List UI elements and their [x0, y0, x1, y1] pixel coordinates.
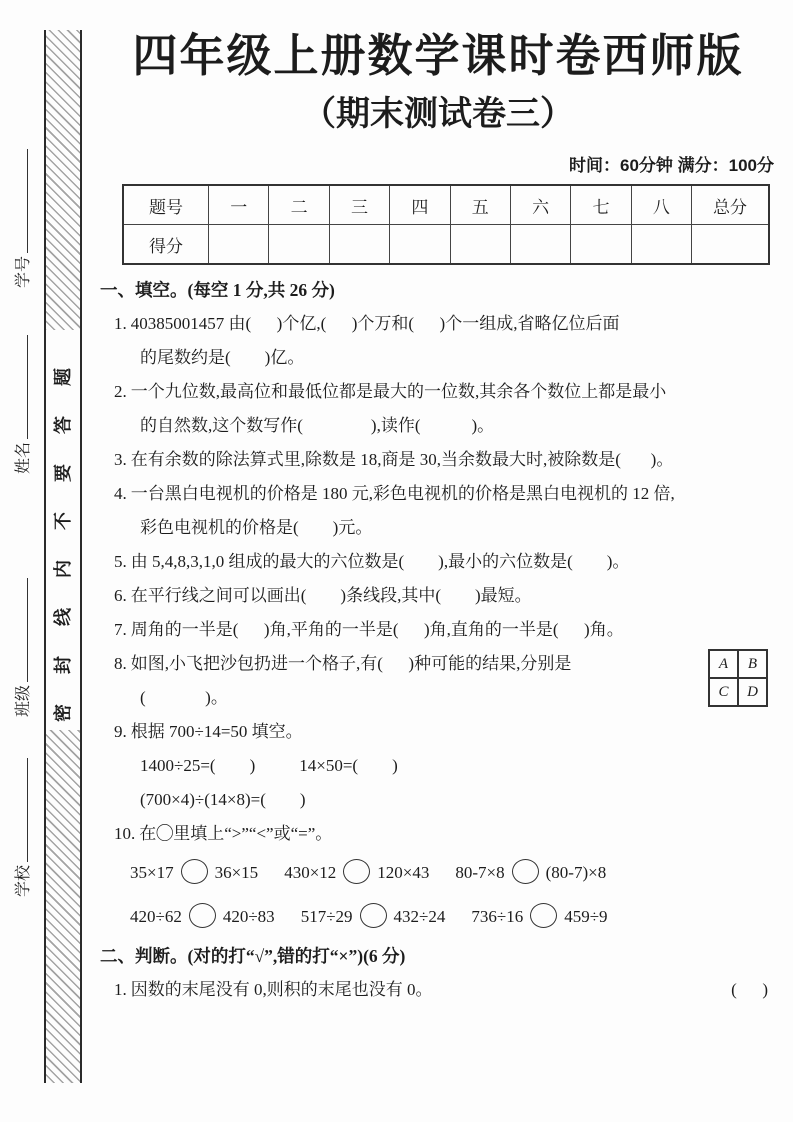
question-line [114, 341, 776, 375]
question-7 [114, 613, 776, 647]
exam-meta: 时间：60分钟 满分：100分 [569, 156, 774, 176]
margin-label-text: 学号 [15, 255, 32, 288]
question-text: 如图,小飞把沙包扔进一个格子,有( )种可能的结果,分别是 [130, 654, 572, 674]
question-text: 一台黑白电视机的价格是 180 元,彩色电视机的价格是黑白电视机的 12 倍, [130, 484, 675, 504]
question-text: 一个九位数,最高位和最低位都是最大的一位数,其余各个数位上都是最小 [130, 382, 667, 402]
margin-label-underline [13, 758, 28, 862]
question-number: 6. [114, 586, 127, 606]
answer-blank: ( ) [731, 980, 768, 1000]
question-text: 40385001457 由( )个亿,( )个万和( )个一组成,省略亿位后面 [130, 314, 620, 334]
page-title: 四年级上册数学课时卷西师版 [132, 30, 744, 81]
equation: 1400÷25=( ) [140, 756, 256, 776]
main-column [100, 0, 776, 1007]
question-number: 1. [114, 980, 127, 1000]
comparison-pair [455, 863, 606, 882]
question-text: ( )。 [140, 688, 228, 708]
equation: (700×4)÷(14×8)=( ) [140, 790, 306, 810]
comparison-row [114, 851, 776, 895]
question-9 [114, 715, 776, 817]
comparison-row [114, 895, 776, 939]
question-line [114, 681, 776, 715]
question-number: 4. [114, 484, 127, 504]
comparison-left: 517÷29 [300, 907, 353, 927]
margin-label-text: 班级 [15, 684, 32, 717]
question-text: 因数的末尾没有 0,则积的末尾也没有 0。 [130, 980, 433, 1000]
score-cell-empty [390, 225, 450, 265]
score-cell-empty [571, 225, 631, 265]
question-text: 在◯里填上“>”“<”或“=”。 [139, 824, 333, 844]
page-subtitle: （期末测试卷三） [302, 95, 574, 134]
comparison-pair [130, 863, 258, 882]
question-5 [114, 545, 776, 579]
question-number: 7. [114, 620, 127, 640]
score-col-header: 四 [390, 185, 450, 225]
score-cell-empty [510, 225, 570, 265]
answer-grid [708, 649, 768, 707]
score-cell-empty [692, 225, 770, 265]
score-cell-empty [329, 225, 389, 265]
section-heading: 二、判断。(对的打“√”,错的打“×”)(6 分) [100, 946, 406, 967]
question-text: 周角的一半是( )角,平角的一半是( )角,直角的一半是( )角。 [130, 620, 624, 640]
question-line [114, 307, 776, 341]
score-col-header: 五 [450, 185, 510, 225]
question-number: 9. [114, 722, 127, 742]
question-8 [114, 647, 776, 715]
comparison-circle-blank [343, 859, 370, 884]
comparison-left: 736÷16 [471, 907, 524, 927]
question-text: 的自然数,这个数写作( ),读作( )。 [140, 416, 495, 436]
comparison-left: 35×17 [130, 863, 174, 883]
score-table-value-row [123, 225, 769, 265]
comparison-right: (80-7)×8 [545, 863, 607, 883]
score-table [122, 184, 770, 265]
question-line [114, 647, 776, 681]
question-line [114, 375, 776, 409]
score-table-header-row [123, 185, 769, 225]
question-number: 1. [114, 314, 127, 334]
question-line [114, 409, 776, 443]
margin-label-3 [12, 747, 36, 897]
margin-label-underline [13, 578, 28, 682]
question-line [114, 511, 776, 545]
seal-line-text: 密封线内不要答题 [53, 338, 73, 722]
question-text: 根据 700÷14=50 填空。 [130, 722, 303, 742]
score-row-label: 得分 [123, 225, 209, 265]
question-6 [114, 579, 776, 613]
question-line [114, 477, 776, 511]
comparison-right: 432÷24 [393, 907, 446, 927]
margin-label-text: 学校 [15, 864, 32, 897]
question-number: 10. [114, 824, 136, 844]
question-text: 彩色电视机的价格是( )元。 [140, 518, 373, 538]
question-text: 由 5,4,8,3,1,0 组成的最大的六位数是( ),最小的六位数是( )。 [130, 552, 630, 572]
comparison-circle-blank [530, 903, 557, 928]
margin-label-underline [13, 335, 28, 439]
question-sections [100, 273, 776, 1007]
margin-label-0 [12, 138, 36, 288]
margin-label-2 [12, 567, 36, 717]
comparison-left: 430×12 [284, 863, 337, 883]
comparison-right: 459÷9 [564, 907, 608, 927]
comparison-circle-blank [512, 859, 539, 884]
question-line [114, 443, 776, 477]
question-line [114, 579, 776, 613]
question-1 [114, 307, 776, 375]
question-number: 5. [114, 552, 127, 572]
comparison-left: 80-7×8 [455, 863, 505, 883]
score-col-header: 总分 [692, 185, 770, 225]
margin-label-text: 姓名 [15, 441, 32, 474]
seal-band [44, 30, 82, 1083]
score-col-header: 八 [631, 185, 691, 225]
question-number: 3. [114, 450, 127, 470]
margin-label-underline [13, 149, 28, 253]
score-col-header: 三 [329, 185, 389, 225]
question-text: 在有余数的除法算式里,除数是 18,商是 30,当余数最大时,被除数是( )。 [130, 450, 674, 470]
question-10 [114, 817, 776, 939]
section-heading: 一、填空。(每空 1 分,共 26 分) [100, 280, 335, 301]
comparison-circle-blank [181, 859, 208, 884]
comparison-pair [471, 907, 607, 926]
comparison-pair [130, 907, 275, 926]
question-line [114, 973, 776, 1007]
comparison-right: 420÷83 [222, 907, 275, 927]
equation: 14×50=( ) [299, 756, 398, 776]
question-2 [114, 375, 776, 443]
score-cell-empty [631, 225, 691, 265]
comparison-left: 420÷62 [130, 907, 182, 927]
score-col-header: 六 [510, 185, 570, 225]
score-col-header: 二 [269, 185, 329, 225]
score-cell-empty [450, 225, 510, 265]
score-col-header: 七 [571, 185, 631, 225]
comparison-circle-blank [189, 903, 216, 928]
question-3 [114, 443, 776, 477]
grid-cell: D [738, 678, 767, 706]
margin-label-1 [12, 324, 36, 474]
question-text: 的尾数约是( )亿。 [140, 348, 305, 368]
question-line [114, 545, 776, 579]
comparison-circle-blank [360, 903, 387, 928]
equation-row [114, 749, 776, 783]
grid-cell: B [738, 650, 767, 678]
score-col-header: 一 [209, 185, 269, 225]
equation-row [114, 783, 776, 817]
question-line [114, 613, 776, 647]
comparison-pair [301, 907, 446, 926]
question-4 [114, 477, 776, 545]
question-text: 在平行线之间可以画出( )条线段,其中( )最短。 [130, 586, 532, 606]
score-cell-empty [269, 225, 329, 265]
comparison-right: 36×15 [214, 863, 259, 883]
question-number: 2. [114, 382, 127, 402]
score-cell-empty [209, 225, 269, 265]
question-line [114, 817, 776, 851]
grid-cell: C [709, 678, 738, 706]
question-line [114, 715, 776, 749]
comparison-pair [284, 863, 429, 882]
question-number: 8. [114, 654, 127, 674]
comparison-right: 120×43 [377, 863, 430, 883]
question-1 [114, 973, 776, 1007]
score-col-header: 题号 [123, 185, 209, 225]
grid-cell: A [709, 650, 738, 678]
